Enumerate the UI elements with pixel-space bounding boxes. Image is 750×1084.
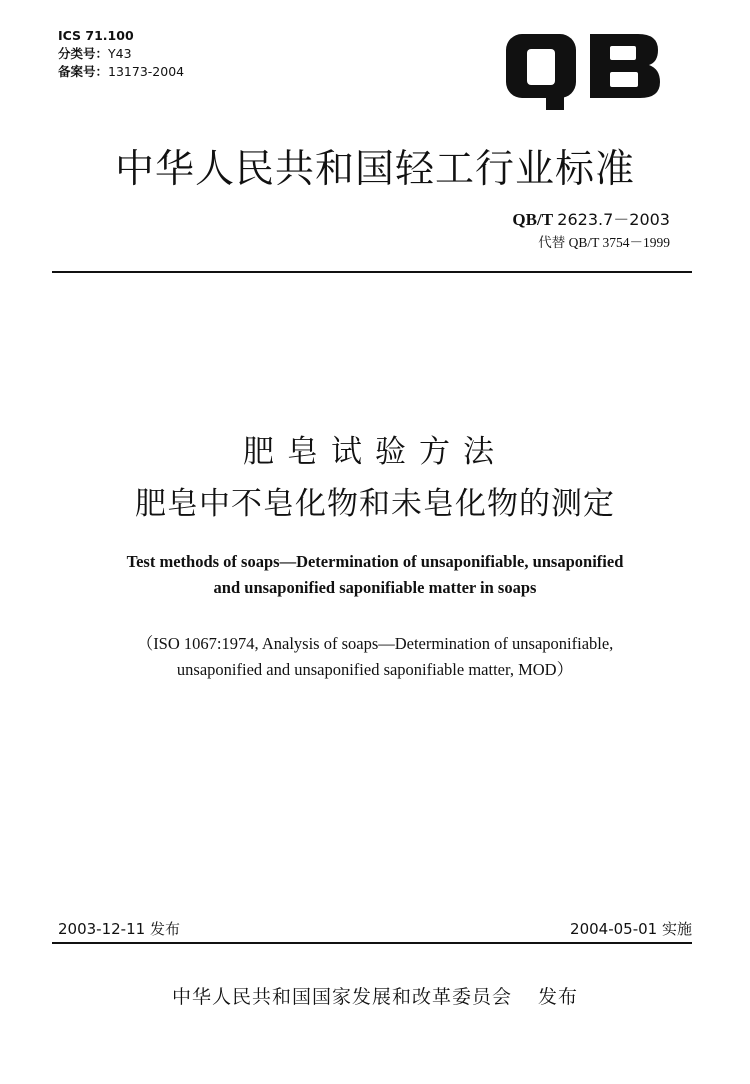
standard-code: 2623.7－2003 bbox=[557, 210, 670, 229]
issuer-action: 发布 bbox=[538, 986, 579, 1008]
classification-label: 分类号： bbox=[58, 46, 109, 61]
ics-code bbox=[58, 28, 134, 43]
title-zh-line1: 肥皂试验方法 bbox=[243, 434, 507, 470]
industry-standard-title: 中华人民共和国轻工行业标准 bbox=[114, 147, 635, 192]
title-zh-line2: 肥皂中不皂化物和未皂化物的测定 bbox=[135, 486, 615, 522]
record-label: 备案号： bbox=[58, 64, 109, 79]
implementation-date: 2004-05-01 实施 bbox=[570, 920, 692, 938]
replaces-standard: 代替 QB/T 3754－1999 bbox=[538, 235, 670, 250]
qb-logo bbox=[506, 32, 662, 112]
ics-code-text: ICS 71.100 bbox=[58, 28, 134, 43]
standard-number bbox=[512, 207, 670, 230]
title-en-line2: and unsaponified saponifiable matter in soaps bbox=[213, 578, 537, 597]
record-number bbox=[58, 64, 184, 79]
issue-date: 2003-12-11 发布 bbox=[58, 920, 180, 938]
title-en-line1: Test methods of soaps—Determination of unsaponifiable, unsaponified bbox=[126, 552, 624, 571]
classification-number bbox=[58, 46, 132, 61]
issuing-authority bbox=[0, 982, 750, 1009]
classification-value: Y43 bbox=[108, 46, 132, 61]
footer-divider bbox=[52, 942, 692, 944]
header-divider bbox=[52, 271, 692, 273]
issuer-name: 中华人民共和国国家发展和改革委员会 bbox=[171, 986, 512, 1008]
iso-reference-line2: unsaponified and unsaponified saponifiable matter, MOD） bbox=[176, 660, 574, 679]
iso-reference-line1: （ISO 1067:1974, Analysis of soaps—Determination of unsaponifiable, bbox=[136, 634, 614, 653]
standard-prefix: QB/T bbox=[512, 210, 554, 229]
record-value: 13173-2004 bbox=[108, 64, 185, 79]
